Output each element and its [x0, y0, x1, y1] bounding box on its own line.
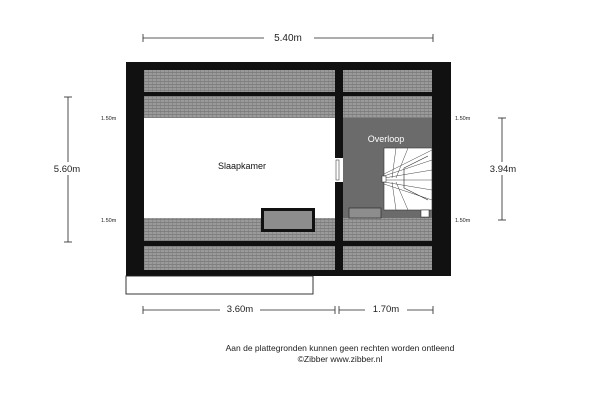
roof-tiles-right-bottom-1	[343, 218, 432, 241]
roof-tiles-right-top-2	[343, 96, 432, 118]
room-label-landing: Overloop	[367, 134, 405, 144]
dimension-top-width-label: 5.40m	[274, 33, 302, 44]
roof-tiles-left-top-1	[144, 70, 335, 92]
dimension-left-height-label: 5.60m	[53, 164, 81, 175]
dormer-window	[261, 208, 315, 232]
dimension-right-lower-label: 1.50m	[455, 218, 471, 224]
staircase	[382, 148, 432, 210]
dimension-right-height	[482, 118, 524, 220]
dimension-bottom-left	[143, 303, 335, 315]
dimension-left-height	[46, 97, 90, 242]
dimension-bottom-left-label: 3.60m	[226, 304, 254, 315]
landing-fixture	[349, 208, 381, 218]
dimension-top-width	[143, 31, 433, 44]
disclaimer-text: Aan de plattegronden kunnen geen rechten worden ontleend	[225, 343, 455, 353]
dimension-left-lower-label: 1.50m	[101, 218, 117, 224]
roof-tiles-left-bottom-2	[144, 246, 335, 270]
hatch-icon	[421, 210, 429, 217]
dimension-left-upper-label: 1.50m	[101, 116, 117, 122]
lower-floor-outline	[126, 276, 313, 294]
roof-tiles-left-top-2	[144, 96, 335, 118]
dimension-right-height-label: 3.94m	[489, 164, 517, 175]
dimension-bottom-right	[339, 303, 433, 315]
roof-tiles-right-bottom-2	[343, 246, 432, 270]
door	[335, 158, 343, 182]
roof-tiles-right-top-1	[343, 70, 432, 92]
dimension-bottom-right-label: 1.70m	[372, 304, 400, 315]
dimension-right-upper-label: 1.50m	[455, 116, 471, 122]
credit-text: ©Zibber www.zibber.nl	[297, 354, 383, 364]
room-label-bedroom: Slaapkamer	[217, 161, 267, 171]
